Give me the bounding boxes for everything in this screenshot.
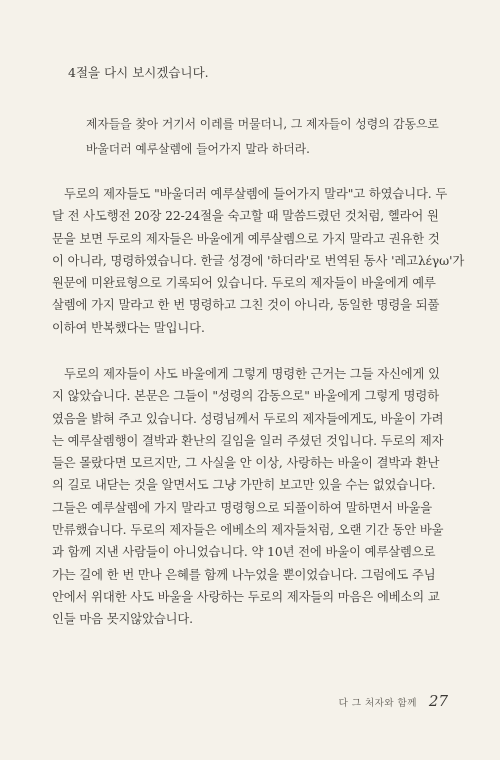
paragraph-line: 만류했습니다. 두로의 제자들은 에베소의 제자들처럼, 오랜 기간 동안 바울 — [52, 523, 444, 538]
quote-line: 바울더러 예루살렘에 들어가지 말라 하더라. — [86, 142, 310, 156]
paragraph-line: 두로의 제자들도 "바울더러 예루살렘에 들어가지 말라"고 하였습니다. 두 — [64, 187, 448, 201]
paragraph-line: 이 아니라, 명령하였습니다. 한글 성경에 '하더라'로 번역된 동사 '레고λέγω'가 — [52, 253, 465, 268]
page-footer — [339, 692, 448, 710]
page-number: 27 — [428, 692, 448, 710]
scripture-quote — [86, 112, 439, 162]
intro-line: 4절을 다시 보시겠습니다. — [68, 65, 209, 80]
paragraph-line: 인들 마음 못지않았습니다. — [52, 612, 193, 627]
paragraph-2 — [52, 363, 452, 631]
paragraph-line: 의 길로 내닫는 것을 알면서도 그냥 가만히 보고만 있을 수는 없었습니다. — [52, 478, 436, 493]
paragraph-line: 가는 길에 한 번 만나 은혜를 함께 나누었을 뿐이었습니다. 그럼에도 주님 — [52, 567, 436, 582]
paragraph-line: 과 함께 지낸 사람들이 아니었습니다. 약 10년 전에 바울이 예루살렘으로 — [52, 545, 436, 560]
paragraph-line: 두로의 제자들이 사도 바울에게 그렇게 명령한 근거는 그들 자신에게 있 — [64, 367, 440, 381]
paragraph-line: 달 전 사도행전 20장 22-24절을 숙고할 때 말씀드렸던 것처럼, 헬라어 원 — [52, 209, 439, 224]
paragraph-line: 원문에 미완료형으로 기록되어 있습니다. 두로의 제자들이 바울에게 예루 — [52, 276, 436, 291]
quote-line: 제자들을 찾아 거기서 이레를 머물더니, 그 제자들이 성령의 감동으로 — [86, 117, 439, 131]
running-head: 다 그 처자와 함께 — [338, 698, 417, 709]
paragraph-line: 이하여 반복했다는 말입니다. — [52, 320, 205, 335]
paragraph-line: 였음을 밝혀 주고 있습니다. 성령님께서 두로의 제자들에게도, 바울이 가려 — [52, 411, 444, 426]
paragraph-line: 문을 보면 두로의 제자들은 바울에게 예루살렘으로 가지 말라고 권유한 것 — [52, 231, 440, 246]
paragraph-line: 안에서 위대한 사도 바울을 사랑하는 두로의 제자들의 마음은 에베소의 교 — [52, 589, 440, 604]
paragraph-line: 지 않았습니다. 본문은 그들이 "성령의 감동으로" 바울에게 그렇게 명령하 — [52, 389, 439, 404]
paragraph-1 — [52, 183, 465, 339]
paragraph-line: 들은 몰랐다면 모르지만, 그 사실을 안 이상, 사랑하는 바울이 결박과 환난 — [52, 456, 440, 471]
paragraph-line: 살렘에 가지 말라고 한 번 명령하고 그친 것이 아니라, 동일한 명령을 되풀 — [52, 298, 440, 313]
paragraph-line: 는 예루살렘행이 결박과 환난의 길임을 일러 주셨던 것입니다. 두로의 제자 — [52, 433, 444, 448]
paragraph-line: 그들은 예루살렘에 가지 말라고 명령형으로 되풀이하여 말하면서 바울을 — [52, 500, 433, 515]
